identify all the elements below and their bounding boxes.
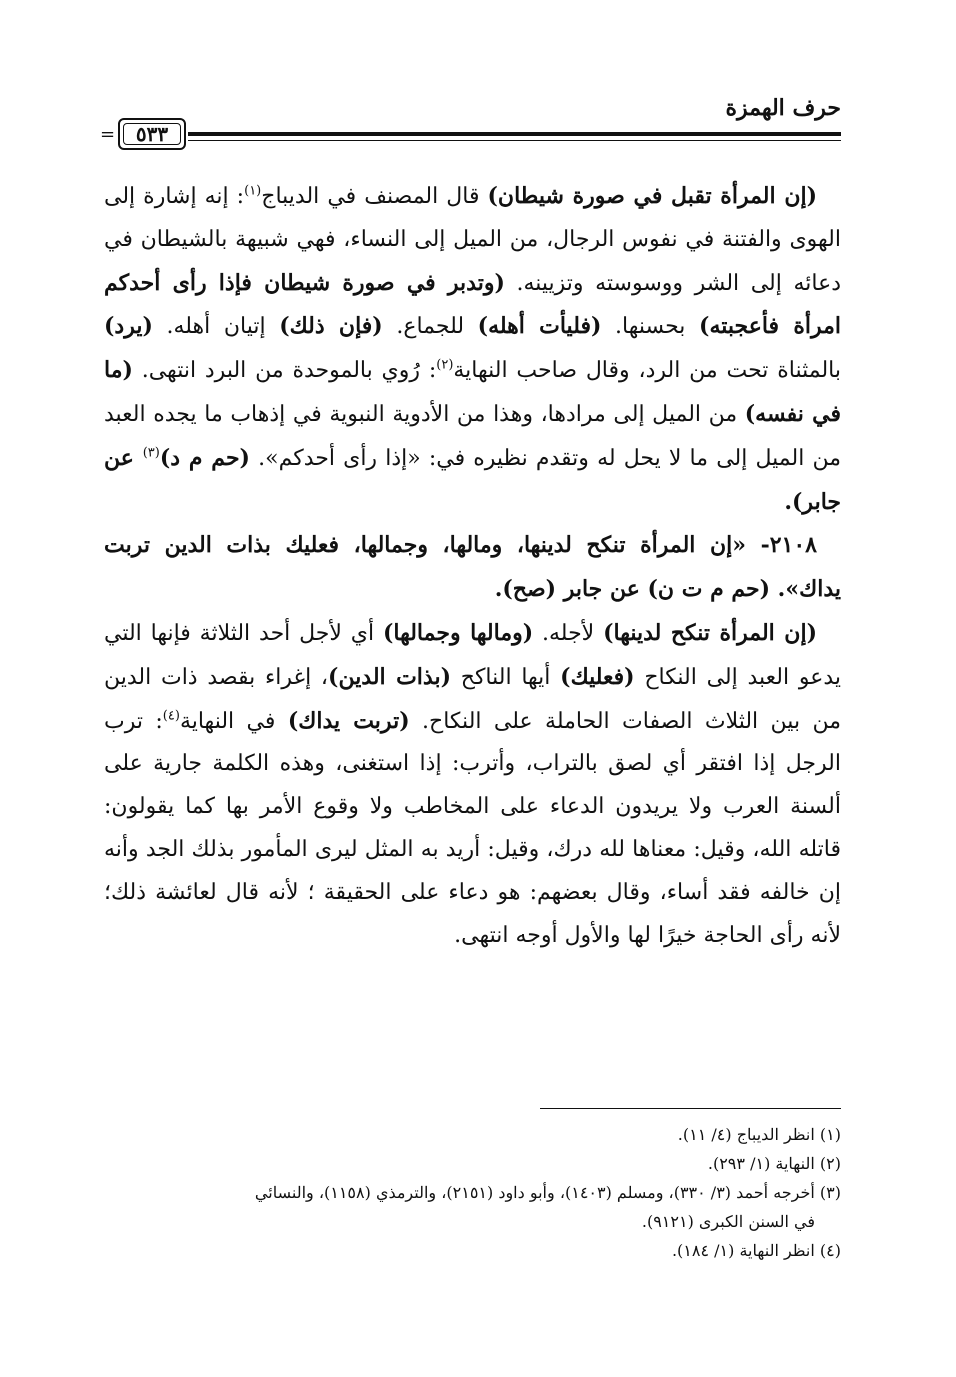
text-run: : ترب الرجل إذا افتقر أي لصق بالتراب، وأترب: إذا استغنى، وهذه الكلمة جارية على ألسنة العرب ولا يريدون الدعاء على المخاطب ولا وقوع الأمر بها كما يقولون: قاتله الله، وقيل: معناها لله درك، وقيل: أريد به المثل ليرى المأمور بذلك الجد وأنه إن خالفه فقد أساء، وقال بعضهم: هو دعاء على الحقيقة ؛ لأنه قال لعائشة ذلك؛ لأنه رأى الحاجة خيرًا لها والأول أوجه انتهى. xyxy=(104,708,841,948)
footnote-ref-3[interactable]: (٣) xyxy=(142,445,160,461)
quoted-hadith-phrase: (إن المرأة تنكح لدينها) xyxy=(603,619,817,646)
footnotes xyxy=(104,1120,841,1265)
main-text xyxy=(104,175,841,957)
quoted-hadith-phrase: (إن المرأة تقبل في صورة شيطان) xyxy=(487,183,817,209)
footnote-1: (١) انظر الديباج (٤/ ١١). xyxy=(677,1125,841,1144)
footnote-ref-4[interactable]: (٤) xyxy=(162,708,180,724)
commentary-paragraph-1 xyxy=(104,175,841,524)
quoted-hadith-phrase: (فعليك) xyxy=(560,663,635,690)
text-run: أي لأجل أحد الثلاثة فإنها التي يدعو العبد إلى النكاح xyxy=(104,620,841,690)
footnote-4: (٤) انظر النهاية (١/ ١٨٤). xyxy=(671,1241,841,1260)
page-number-ornament: = xyxy=(100,124,116,145)
commentary-paragraph-2 xyxy=(104,612,841,957)
footnote-ref-2[interactable]: (٢) xyxy=(436,357,454,373)
quoted-hadith-phrase: (فليأت أهله) xyxy=(477,313,602,340)
hadith-entry-2108 xyxy=(104,524,841,612)
quoted-hadith-phrase: (وتدبر في صورة شيطان فإذا رأى أحدكم امرأة فأعجبته) xyxy=(104,269,841,340)
text-run: قال المصنف في الديباج xyxy=(261,184,488,209)
page-number-box xyxy=(118,118,186,150)
text-run: أيها الناكح xyxy=(451,664,561,690)
footnote-3-continuation: في السنن الكبرى (٩١٢١). xyxy=(641,1212,815,1231)
header-rule-thin xyxy=(188,140,841,141)
text-run: للجماع. xyxy=(382,314,478,340)
quoted-hadith-phrase: (تربت يداك) xyxy=(287,707,410,734)
footnote-ref-1[interactable]: (١) xyxy=(244,183,262,199)
page-number: ٥٣٣ xyxy=(135,122,169,146)
text-run: لأجله. xyxy=(533,620,604,646)
source-narrator: عن جابر). xyxy=(104,444,841,515)
footnote-2: (٢) النهاية (١/ ٢٩٣). xyxy=(707,1154,841,1173)
header-rule-thick xyxy=(188,132,841,136)
source-codes: (حم م د) xyxy=(159,444,250,471)
quoted-hadith-phrase: (ما في نفسه) xyxy=(104,357,841,427)
quoted-hadith-phrase: (بذات الدين) xyxy=(328,663,451,690)
quoted-hadith-phrase: (فإن ذلك) xyxy=(279,313,383,340)
footnote-3: (٣) أخرجه أحمد (٣/ ٣٣٠)، ومسلم (١٤٠٣)، وأبو داود (٢١٥١)، والترمذي (١١٥٨)، والنسائي xyxy=(254,1183,841,1202)
quoted-hadith-phrase: (يرد) xyxy=(104,313,153,340)
running-header-title: حرف الهمزة xyxy=(725,95,841,121)
text-run: : إنه إشارة إلى الهوى والفتنة في نفوس الرجال، من الميل إلى النساء، فهي شبيهة بالشيطان في دعائه إلى الشر ووسوسته وتزيينه. xyxy=(104,184,841,296)
hadith-text: ٢١٠٨- «إن المرأة تنكح لدينها، ومالها، وجمالها، فعليك بذات الدين تربت يداك». (حم م ت ن) عن جابر (صح). xyxy=(104,532,841,603)
text-run: : رُوي بالموحدة من البرد انتهى. xyxy=(132,358,437,384)
footnote-separator xyxy=(540,1108,841,1109)
text-run: بحسنها. xyxy=(601,314,700,340)
quoted-hadith-phrase: (ومالها وجمالها) xyxy=(382,619,534,646)
text-run: بالمثناة تحت من الرد، وقال صاحب النهاية xyxy=(453,358,841,384)
text-run: إتيان أهله. xyxy=(152,314,280,340)
text-run: ، إغراء بقصد ذات الدين من بين الثلاث الصفات الحاملة على النكاح. xyxy=(104,664,841,734)
text-run: في النهاية xyxy=(179,708,288,734)
text-run: من الميل إلى مرادها، وهذا من الأدوية النبوية في إذهاب ما يجده العبد من الميل إلى ما لا يحل له وتقدم نظيره في: «إذا رأى أحدكم». xyxy=(104,401,842,471)
